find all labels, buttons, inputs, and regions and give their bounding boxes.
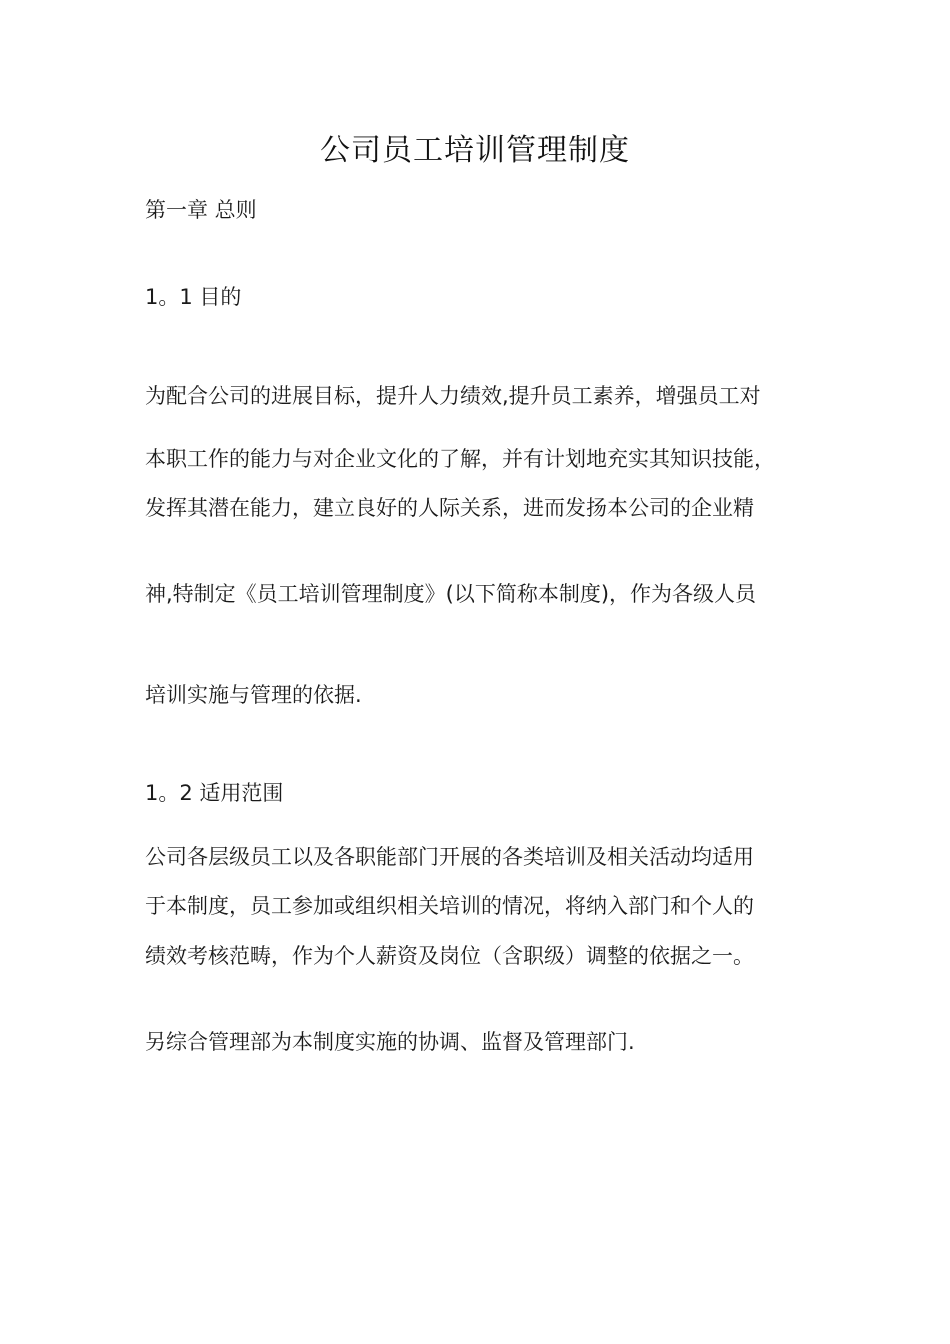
paragraph-line: 绩效考核范畴，作为个人薪资及岗位（含职级）调整的依据之一。 bbox=[145, 944, 754, 968]
paragraph-line: 培训实施与管理的依据. bbox=[145, 683, 362, 707]
paragraph-line: 神,特制定《员工培训管理制度》(以下简称本制度)，作为各级人员 bbox=[145, 582, 757, 606]
paragraph-line: 另综合管理部为本制度实施的协调、监督及管理部门. bbox=[145, 1030, 635, 1054]
paragraph-line: 公司各层级员工以及各职能部门开展的各类培训及相关活动均适用 bbox=[145, 845, 754, 869]
paragraph-line: 本职工作的能力与对企业文化的了解，并有计划地充实其知识技能， bbox=[145, 447, 775, 471]
document-title: 公司员工培训管理制度 bbox=[320, 133, 630, 168]
paragraph-line: 于本制度，员工参加或组织相关培训的情况，将纳入部门和个人的 bbox=[145, 894, 754, 918]
paragraph-line: 发挥其潜在能力，建立良好的人际关系，进而发扬本公司的企业精 bbox=[145, 496, 754, 520]
chapter-heading: 第一章 总则 bbox=[145, 198, 257, 222]
section-heading-purpose: 1。1 目的 bbox=[145, 285, 242, 309]
section-heading-scope: 1。2 适用范围 bbox=[145, 781, 284, 805]
paragraph-line: 为配合公司的进展目标，提升人力绩效,提升员工素养，增强员工对 bbox=[145, 384, 761, 408]
